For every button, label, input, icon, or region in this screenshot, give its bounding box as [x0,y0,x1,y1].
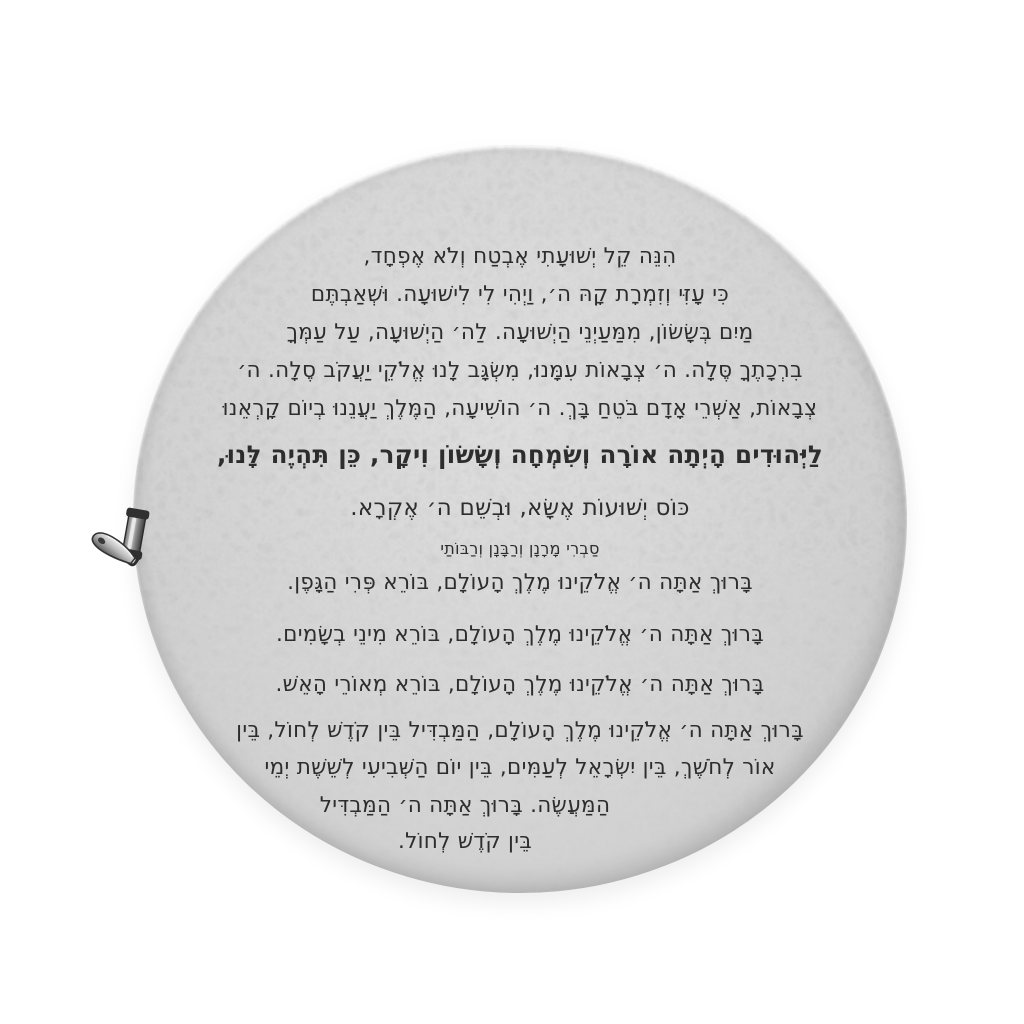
prayer-line: סַבְרִי מָרָנָן וְרַבָּנָן וְרַבּוֹתַי [440,539,600,558]
prayer-line: כִּי עָזִּי וְזִמְרָת קָהּ ה׳, וַיְהִי לִי לִישׁוּעָה. וּשְׁאַבְתֶּם [310,282,730,307]
prayer-line: בָּרוּךְ אַתָּה ה׳ אֱלֹקֵינוּ מֶלֶךְ הָעוֹלָם, בּוֹרֵא מִינֵי בְשָׂמִים. [276,622,764,647]
kos-yeshuot-line [170,492,870,524]
prayer-line: הַמַּעֲשֶׂה. בָּרוּךְ אַתָּה ה׳ הַמַּבְדִּיל [319,793,611,818]
psalm-verses-paragraph [170,238,870,428]
havdalah-prayer-text [170,238,870,860]
prayer-line: אוֹר לְחֹשֶׁךְ, בֵּין יִשְׂרָאֵל לְעַמִּים, בֵּין יוֹם הַשְּׁבִיעִי לְשֵׁשֶׁת יְמֵי [264,755,776,780]
prayer-line: לַיְּהוּדִים הָיְתָה אוֹרָה וְשִׂמְחָה וְשָׂשׂוֹן וִיקָר, כֵּן תִּהְיֶה לָּנוּ, [216,440,824,469]
blessing-wine [170,565,870,601]
layehudim-bold-line [170,437,870,473]
blessing-havdalah-paragraph [170,712,870,786]
zipper-pull-icon [82,498,202,618]
prayer-line: בָּרוּךְ אַתָּה ה׳ אֱלֹקֵינוּ מֶלֶךְ הָעוֹלָם, בּוֹרֵא פְּרִי הַגָּפֶן. [287,570,753,595]
prayer-line: הִנֵּה קֵל יְשׁוּעָתִי אֶבְטַח וְלֹא אֶפְחָד, [363,244,677,269]
savri-maranan-line [170,537,870,561]
prayer-line: בָּרוּךְ אַתָּה ה׳ אֱלֹקֵינוּ מֶלֶךְ הָעוֹלָם, בּוֹרֵא מְאוֹרֵי הָאֵשׁ. [275,672,765,697]
prayer-line: מַיִם בְּשָׂשׂוֹן, מִמַּעַיְנֵי הַיְשׁוּעָה. לַה׳ הַיְשׁוּעָה, עַל עַמְּךָ [286,320,754,345]
prayer-line: צְבָאוֹת, אַשְׁרֵי אָדָם בֹּטֵחַ בָּךְ. ה׳ הוֹשִׁיעָה, הַמֶּלֶךְ יַעֲנֵנוּ בְיוֹם קָרְאֵנוּ [222,396,818,421]
prayer-line: בֵּין קֹדֶשׁ לְחוֹל. [397,829,533,854]
prayer-line: בִרְכָתֶךָ סֶּלָה. ה׳ צְבָאוֹת עִמָּנוּ, מִשְׂגָּב לָנוּ אֱלֹקֵי יַעֲקֹב סֶלָה. ה׳ [237,358,803,383]
blessing-havdalah-closing [133,788,815,860]
prayer-line: כּוֹס יְשׁוּעוֹת אֶשָּׂא, וּבְשֵׁם ה׳ אֶקְרָא. [350,495,690,521]
blessing-fire [170,667,870,703]
prayer-line: בָּרוּךְ אַתָּה ה׳ אֱלֹקֵינוּ מֶלֶךְ הָעוֹלָם, הַמַּבְדִּיל בֵּין קֹדֶשׁ לְחוֹל, בֵּין [236,718,804,743]
blessing-spices [170,617,870,653]
round-leather-case [133,145,907,893]
